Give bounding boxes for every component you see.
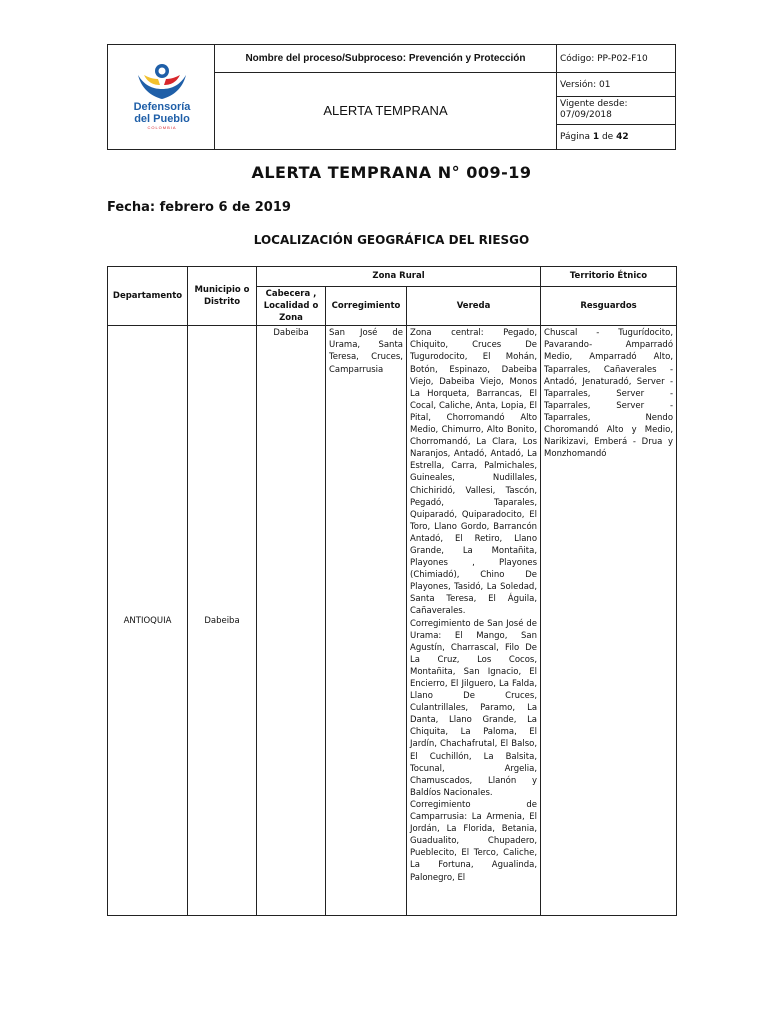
pagina-num: 1 xyxy=(592,132,600,142)
codigo: Código: PP-P02-F10 xyxy=(560,54,648,64)
col-zona-rural: Zona Rural xyxy=(257,267,541,287)
cell-municipio: Dabeiba xyxy=(188,326,257,916)
page-title: ALERTA TEMPRANA N° 009-19 xyxy=(251,163,532,182)
pagina-cell xyxy=(556,124,676,150)
vigente-cell xyxy=(556,96,676,125)
logo-line-1: Defensoría xyxy=(133,101,191,113)
vigente-date: 07/09/2018 xyxy=(560,110,612,120)
logo-line-3: COLOMBIA xyxy=(147,125,177,130)
vereda-zona-central: Zona central: Pegado, Chiquito, Cruces De Tugurodocito, El Mohán, Botón, Espinazo, Dabeiba Viejo, Dabeiba Viejo, Monos La Horqueta, Barrancas, El Cocal, Caliche, Anta, Lopia, El Pital, Chorromandó Alto Medio, Chimurro, Alto Bonito, Chorromandó, La Clara, Los Naranjos, Antadó, Antadó, La Estrella, Carra, Palmichales, Guineales, Nudillales, Chichiridó, Vallesi, Tascón, Pegadó, Taparales, Quiparadó, Quiparadocito, El Toro, Llano Gordo, Barrancón Antadó, El Retiro, Llano Grande, La Montañita, Playones , Playones (Chimiadó), Chino De Playones, Tasidó, La Soledad, Santa Teresa, El Águila, Cañaverales. xyxy=(410,328,538,617)
cell-corregimiento: San José de Urama, Santa Teresa, Cruces, Camparrusia xyxy=(326,326,407,916)
col-cabecera: Cabecera , Localidad o Zona xyxy=(257,287,326,326)
col-resguardos: Resguardos xyxy=(541,287,677,326)
vereda-san-jose-de-urama: Corregimiento de San José de Urama: El Mango, San Agustín, Charrascal, Filo De La Cruz, Los Cocos, Montañita, San Ignacio, El Encierro, El Jilguero, La Falda, Llano De Cruces, Culantrillales, Paramo, La Danta, Llano Grande, La Chiquita, La Paloma, El Jardín, Chachafrutal, El Balso, El Cuchillón, La Balsita, Tocunal, Argelia, Chamuscados, Llanón y Baldíos Nacionales. xyxy=(410,618,538,798)
table-row xyxy=(108,326,677,916)
logo-line-2: del Pueblo xyxy=(134,113,190,125)
col-vereda: Vereda xyxy=(407,287,541,326)
logo-cell xyxy=(107,44,215,150)
document-header xyxy=(107,44,676,150)
logo-text xyxy=(108,101,216,131)
pagina xyxy=(557,125,675,142)
col-corregimiento: Corregimiento xyxy=(326,287,407,326)
pagina-total: 42 xyxy=(616,132,629,142)
col-territorio: Territorio Étnico xyxy=(541,267,677,287)
cell-cabecera: Dabeiba xyxy=(257,326,326,916)
cell-departamento: ANTIOQUIA xyxy=(108,326,188,916)
cell-resguardos: Chuscal - Tugurídocito, Pavarando- Amparradó Medio, Amparradó Alto, Taparrales, Cañaverales - Antadó, Jenaturadó, Server - Taparrales, Server - Taparrales, Server - Taparrales, Nendo Choromandó Alto y Medio, Narikizavi, Emberá - Drua y Monzhomandó xyxy=(541,326,677,916)
vigente-label: Vigente desde: xyxy=(560,99,628,109)
version-cell xyxy=(556,72,676,97)
pagina-prefix: Página xyxy=(560,132,593,142)
section-subtitle: LOCALIZACIÓN GEOGRÁFICA DEL RIESGO xyxy=(253,233,530,247)
cell-vereda xyxy=(407,326,541,916)
doc-type: ALERTA TEMPRANA xyxy=(323,103,448,118)
doc-type-cell xyxy=(214,72,557,150)
defensoria-logo-icon xyxy=(132,61,192,103)
process-name-cell xyxy=(214,44,557,73)
pagina-mid: de xyxy=(599,132,617,142)
version: Versión: 01 xyxy=(560,80,611,90)
fecha: Fecha: febrero 6 de 2019 xyxy=(107,200,291,215)
process-name: Nombre del proceso/Subproceso: Prevención y Protección xyxy=(245,53,526,64)
codigo-cell xyxy=(556,44,676,73)
risk-location-table xyxy=(107,266,677,916)
vereda-camparrusia: Corregimiento de Camparrusia: La Armenia, El Jordán, La Florida, Betania, Guadualito, Chupadero, Pueblecito, El Terco, Caliche, La Fortuna, Agualinda, Palonegro, El xyxy=(410,799,538,883)
col-departamento: Departamento xyxy=(108,267,188,326)
col-municipio: Municipio o Distrito xyxy=(188,267,257,326)
